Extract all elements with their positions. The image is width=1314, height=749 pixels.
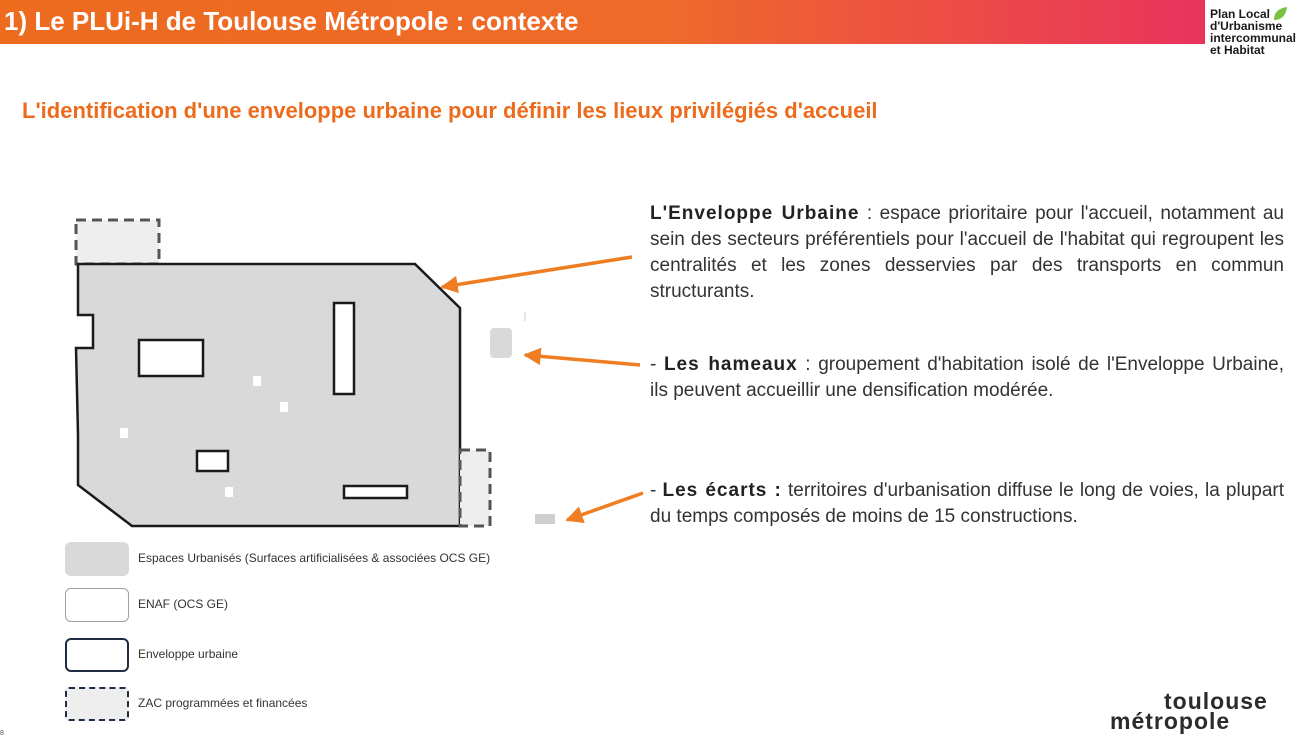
section-subtitle: L'identification d'une enveloppe urbaine pour définir les lieux privilégiés d'accueil	[22, 98, 878, 123]
hamlets-description	[650, 352, 1284, 404]
plui-logo-line-3: intercommunal	[1210, 31, 1297, 45]
envelope-arrow	[442, 257, 632, 287]
hamlet-arrow	[525, 355, 640, 365]
hamlets-term: Les hameaux	[663, 354, 798, 375]
page-number: 8	[0, 730, 4, 737]
legend-swatch-enaf	[65, 588, 129, 622]
plui-logo-line-4: et Habitat	[1210, 43, 1265, 57]
enaf-patch	[225, 487, 233, 497]
enaf-patch	[280, 402, 288, 412]
scattered-building	[535, 514, 555, 524]
legend-swatch-envelope	[65, 638, 129, 672]
scattered-description	[650, 478, 1284, 530]
legend-swatch-urban	[65, 542, 129, 576]
plui-logo-line-1: Plan Local	[1210, 7, 1271, 21]
scattered-text: territoires d'urbanisation diffuse le long de voies, la plupart du temps composés de moins de 15 constructions.	[650, 480, 1284, 527]
toulouse-metropole-logo	[1108, 688, 1298, 736]
zac-zone-right	[460, 450, 490, 526]
enclave-block	[344, 486, 407, 498]
page-title: 1) Le PLUi-H de Toulouse Métropole : contexte	[4, 6, 579, 36]
scattered-term: Les écarts :	[662, 480, 782, 501]
zac-zone-top	[76, 220, 159, 264]
enclave-block	[334, 303, 354, 394]
envelope-term: L'Enveloppe Urbaine	[650, 203, 860, 224]
legend-label: ENAF (OCS GE)	[138, 597, 229, 611]
enaf-patch	[253, 376, 261, 386]
envelope-text: : espace prioritaire pour l'accueil, notamment au sein des secteurs préférentiels pour l'accueil de l'habitat qui regroupent les centralités et les zones desservies par des transports en commun structurants.	[650, 203, 1284, 302]
legend-swatch-zac	[65, 687, 129, 721]
enaf-patch	[120, 428, 128, 438]
scattered-arrow	[567, 493, 643, 520]
enclave-block	[139, 340, 203, 376]
legend-label: Espaces Urbanisés (Surfaces artificialisées & associées OCS GE)	[138, 551, 491, 565]
scattered-prefix: -	[650, 480, 663, 501]
hamlet-shape	[490, 328, 512, 358]
plui-logo-line-2: d'Urbanisme	[1210, 19, 1283, 33]
legend-label: ZAC programmées et financées	[138, 696, 308, 710]
hamlets-prefix: -	[650, 354, 664, 375]
envelope-description	[650, 201, 1284, 305]
enclave-block	[197, 451, 228, 471]
logo-line-2: métropole	[1110, 708, 1231, 734]
legend-label: Enveloppe urbaine	[138, 647, 239, 661]
hamlets-text: : groupement d'habitation isolé de l'Enveloppe Urbaine, ils peuvent accueillir une densification modérée.	[650, 354, 1284, 401]
logo-line-1: toulouse	[1164, 688, 1268, 714]
